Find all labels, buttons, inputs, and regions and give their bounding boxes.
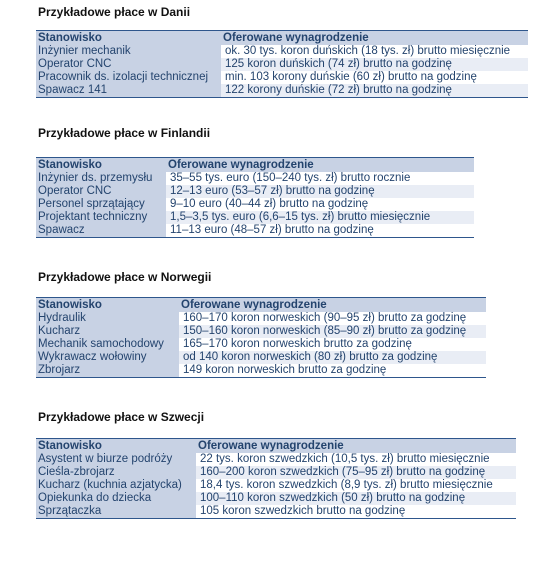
section-title-sweden: Przykładowe płace w Szwecji xyxy=(38,410,205,424)
table-row xyxy=(36,312,486,325)
cell-position: Opiekunka do dziecka xyxy=(36,492,196,505)
cell-position: Spawacz 141 xyxy=(36,84,221,98)
table-row xyxy=(36,58,528,71)
cell-salary: 150–160 koron norweskich (85–90 zł) brutto za godzinę xyxy=(179,325,486,338)
table-row xyxy=(36,364,486,378)
header-position: Stanowisko xyxy=(36,439,196,454)
cell-position: Operator CNC xyxy=(36,185,166,198)
section-title-finland: Przykładowe płace w Finlandii xyxy=(38,126,211,140)
salary-table-norway xyxy=(36,297,486,378)
cell-position: Sprzątaczka xyxy=(36,505,196,519)
cell-position: Cieśla-zbrojarz xyxy=(36,466,196,479)
header-salary: Oferowane wynagrodzenie xyxy=(179,298,486,313)
table-row xyxy=(36,351,486,364)
cell-position: Inżynier ds. przemysłu xyxy=(36,172,166,185)
cell-salary: 35–55 tys. euro (150–240 tys. zł) brutto rocznie xyxy=(166,172,474,185)
table-row xyxy=(36,224,474,238)
section-title-denmark: Przykładowe płace w Danii xyxy=(38,5,191,19)
table-header xyxy=(36,158,474,173)
cell-position: Inżynier mechanik xyxy=(36,45,221,58)
cell-salary: 11–13 euro (48–57 zł) brutto na godzinę xyxy=(166,224,474,238)
table-header xyxy=(36,439,516,454)
table-row xyxy=(36,466,516,479)
cell-salary: 125 koron duńskich (74 zł) brutto na godzinę xyxy=(221,58,528,71)
cell-position: Kucharz xyxy=(36,325,179,338)
cell-position: Personel sprzątający xyxy=(36,198,166,211)
table-row xyxy=(36,185,474,198)
salary-table-denmark xyxy=(36,30,528,98)
salary-table-sweden xyxy=(36,438,516,519)
cell-salary: od 140 koron norweskich (80 zł) brutto za godzinę xyxy=(179,351,486,364)
cell-salary: 22 tys. koron szwedzkich (10,5 tys. zł) brutto miesięcznie xyxy=(196,453,516,466)
section-title-norway: Przykładowe płace w Norwegii xyxy=(38,270,212,284)
cell-salary: 122 korony duńskie (72 zł) brutto na godzinę xyxy=(221,84,528,98)
cell-position: Mechanik samochodowy xyxy=(36,338,179,351)
header-position: Stanowisko xyxy=(36,298,179,313)
table-row xyxy=(36,211,474,224)
table-row xyxy=(36,453,516,466)
table-row xyxy=(36,479,516,492)
cell-salary: 160–170 koron norweskich (90–95 zł) brutto za godzinę xyxy=(179,312,486,325)
header-salary: Oferowane wynagrodzenie xyxy=(166,158,474,173)
header-position: Stanowisko xyxy=(36,158,166,173)
cell-salary: 18,4 tys. koron szwedzkich (8,9 tys. zł) brutto miesięcznie xyxy=(196,479,516,492)
cell-position: Wykrawacz wołowiny xyxy=(36,351,179,364)
cell-position: Zbrojarz xyxy=(36,364,179,378)
cell-position: Projektant techniczny xyxy=(36,211,166,224)
header-position: Stanowisko xyxy=(36,31,221,46)
cell-salary: ok. 30 tys. koron duńskich (18 tys. zł) brutto miesięcznie xyxy=(221,45,528,58)
table-row xyxy=(36,71,528,84)
table-header xyxy=(36,31,528,46)
cell-salary: 12–13 euro (53–57 zł) brutto na godzinę xyxy=(166,185,474,198)
table-row xyxy=(36,45,528,58)
cell-salary: 149 koron norweskich brutto za godzinę xyxy=(179,364,486,378)
cell-salary: 160–200 koron szwedzkich (75–95 zł) brutto na godzinę xyxy=(196,466,516,479)
table-row xyxy=(36,325,486,338)
table-row xyxy=(36,338,486,351)
header-salary: Oferowane wynagrodzenie xyxy=(196,439,516,454)
cell-salary: min. 103 korony duńskie (60 zł) brutto na godzinę xyxy=(221,71,528,84)
header-salary: Oferowane wynagrodzenie xyxy=(221,31,528,46)
cell-position: Kucharz (kuchnia azjatycka) xyxy=(36,479,196,492)
cell-salary: 105 koron szwedzkich brutto na godzinę xyxy=(196,505,516,519)
cell-position: Hydraulik xyxy=(36,312,179,325)
cell-salary: 100–110 koron szwedzkich (50 zł) brutto na godzinę xyxy=(196,492,516,505)
cell-salary: 165–170 koron norweskich brutto za godzinę xyxy=(179,338,486,351)
cell-salary: 1,5–3,5 tys. euro (6,6–15 tys. zł) brutto miesięcznie xyxy=(166,211,474,224)
cell-position: Asystent w biurze podróży xyxy=(36,453,196,466)
salary-table-finland xyxy=(36,157,474,238)
cell-position: Pracownik ds. izolacji technicznej xyxy=(36,71,221,84)
table-row xyxy=(36,492,516,505)
cell-position: Operator CNC xyxy=(36,58,221,71)
table-row xyxy=(36,198,474,211)
table-row xyxy=(36,505,516,519)
table-header xyxy=(36,298,486,313)
table-row xyxy=(36,172,474,185)
cell-salary: 9–10 euro (40–44 zł) brutto na godzinę xyxy=(166,198,474,211)
table-row xyxy=(36,84,528,98)
cell-position: Spawacz xyxy=(36,224,166,238)
